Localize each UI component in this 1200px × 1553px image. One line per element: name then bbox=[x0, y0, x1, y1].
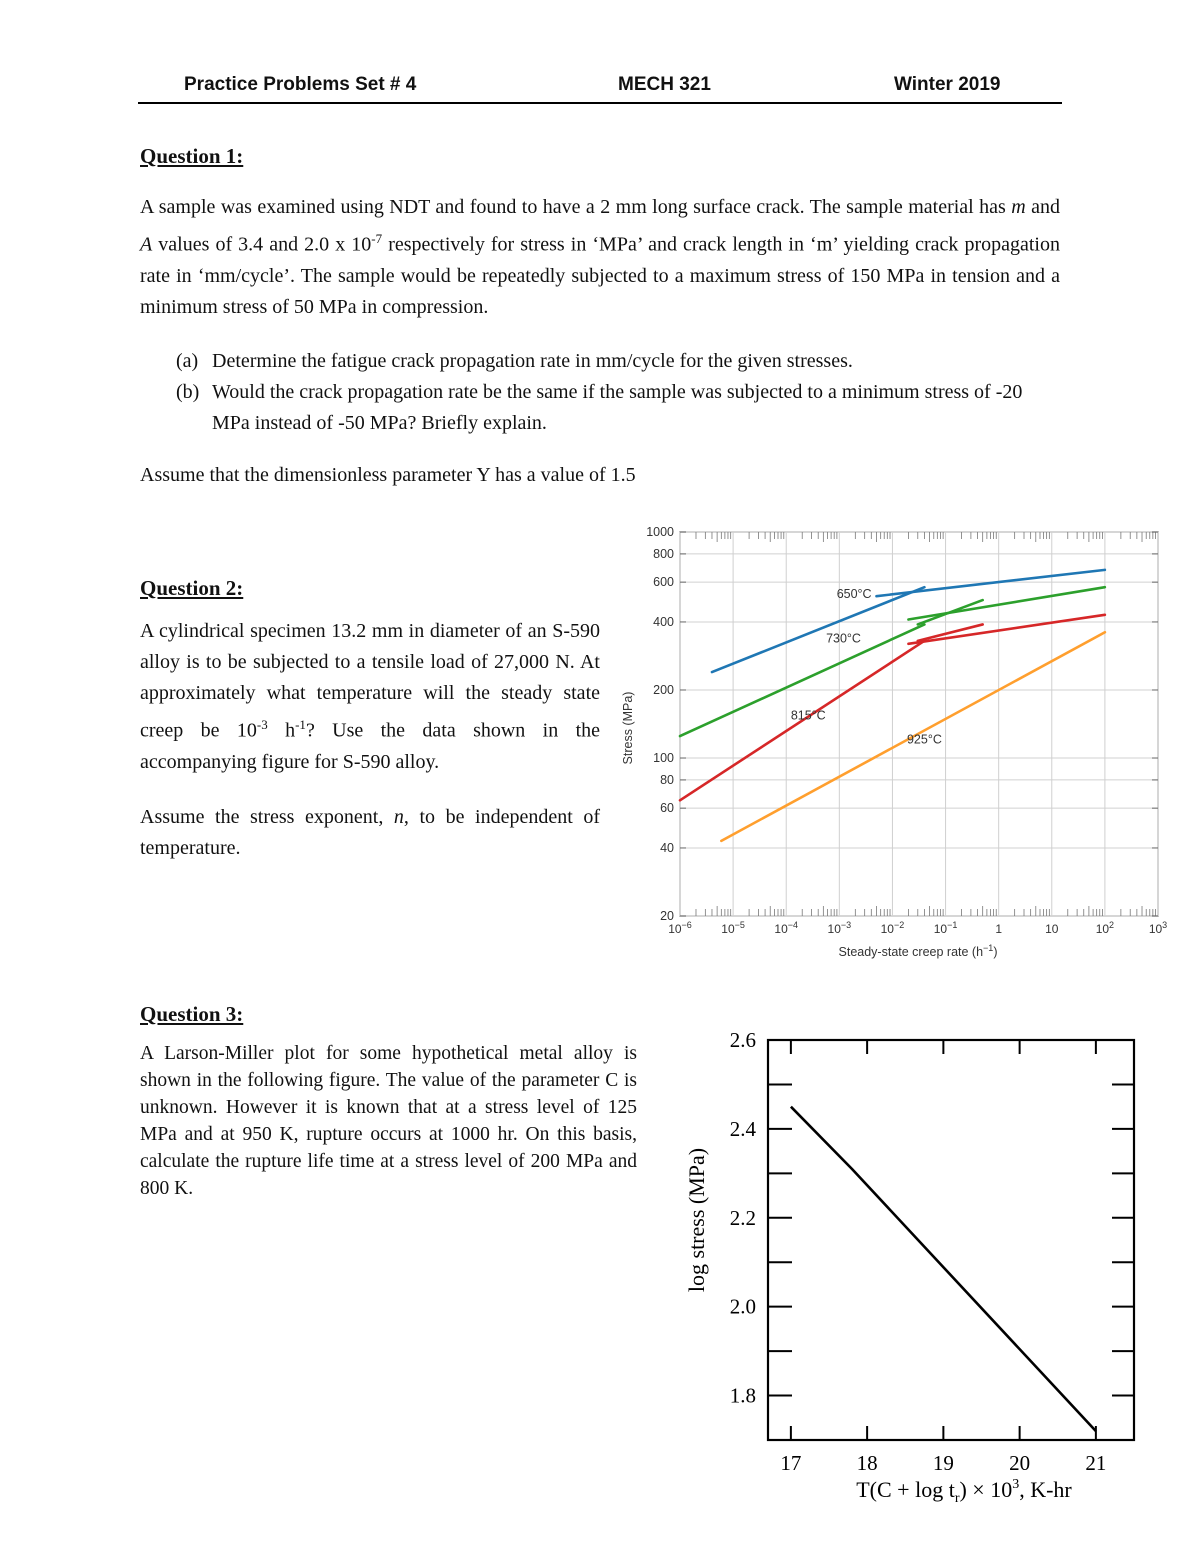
lm-chart-ticks bbox=[768, 1040, 1134, 1440]
lm-x-tick-label: 19 bbox=[932, 1451, 954, 1475]
creep-y-tick-label: 400 bbox=[653, 614, 674, 629]
creep-chart-x-tick-labels bbox=[668, 920, 1167, 936]
question-2-body: A cylindrical specimen 13.2 mm in diameter of an S-590 alloy is to be subjected to a tensile load of 27,000 N. At approximately what temperature will the steady state creep be $10^{-3}$ $h^{-1}$? Use the data shown in the accompanying figure for S-590 alloy. bbox=[140, 620, 601, 773]
question-1-part-b: (b) Would the crack propagation rate be the same if the sample was subjected to a minimum stress of -20 MPa instead of -50 MPa? Briefly explain. bbox=[176, 381, 1023, 434]
lm-x-tick-label: 17 bbox=[780, 1451, 802, 1475]
creep-x-tick-label: $10^{-6}$ bbox=[668, 920, 692, 936]
creep-chart-x-axis-label: Steady-state creep rate $(h^{-1})$ bbox=[838, 943, 998, 959]
lm-chart-series bbox=[791, 1107, 1096, 1431]
question-1-title: Question 1: bbox=[140, 144, 244, 168]
page-header bbox=[138, 72, 1062, 104]
creep-x-tick-label: $10^{-4}$ bbox=[774, 920, 799, 936]
creep-x-tick-label: $10^{-3}$ bbox=[827, 920, 852, 936]
header-course-code: MECH 321 bbox=[618, 74, 711, 95]
lm-chart-frame bbox=[768, 1040, 1134, 1440]
lm-y-tick-label: 2.6 bbox=[729, 1028, 756, 1052]
question-1-parts bbox=[176, 346, 1060, 439]
question-1-body: A sample was examined using NDT and found to have a 2 mm long surface crack. The sample material has m and A values of 3.4 and 2.0 x $10^{-7}$ respectively for stress in ‘MPa’ and crack length in ‘m’ yielding crack propagation rate in ‘mm/cycle’. The sample would be repeatedly subjected to a maximum stress of 150 MPa in tension and a minimum stress of 50 MPa in compression. bbox=[140, 196, 1061, 318]
creep-x-tick-label: $10^{-2}$ bbox=[880, 920, 905, 936]
question-1-assumption: Assume that the dimensionless parameter Y has a value of 1.5 bbox=[140, 464, 636, 486]
creep-y-tick-label: 40 bbox=[660, 840, 674, 855]
creep-x-tick-label: $10^{-5}$ bbox=[721, 920, 745, 936]
lm-chart-y-tick-labels bbox=[730, 1028, 757, 1408]
creep-chart-y-tick-labels bbox=[646, 525, 674, 923]
creep-y-tick-label: 60 bbox=[660, 801, 674, 816]
creep-rate-chart bbox=[608, 518, 1178, 968]
creep-series-label: 650°C bbox=[836, 587, 872, 602]
creep-x-tick-label: $10^3$ bbox=[1148, 920, 1168, 936]
lm-y-tick-label: 2.4 bbox=[729, 1116, 756, 1141]
question-3-body: A Larson-Miller plot for some hypothetical metal alloy is shown in the following figure. The value of the parameter C is unknown. However it is known that at a stress level of 125 MPa and at 950 K, rupture occurs at 1000 hr. On this basis, calculate the rupture life time at a stress level of 200 MPa and 800 K. bbox=[140, 1043, 637, 1199]
creep-y-tick-label: 200 bbox=[653, 682, 674, 697]
header-course-set: Practice Problems Set # 4 bbox=[184, 74, 417, 95]
creep-y-tick-label: 800 bbox=[653, 546, 674, 561]
creep-y-tick-label: 20 bbox=[660, 909, 674, 923]
lm-y-tick-label: 2.2 bbox=[729, 1205, 756, 1230]
creep-x-tick-label: 1 bbox=[995, 922, 1003, 936]
lm-chart-x-tick-labels bbox=[780, 1451, 1106, 1475]
creep-x-tick-label: $10^2$ bbox=[1095, 920, 1115, 936]
creep-chart-y-axis-label: Stress (MPa) bbox=[621, 691, 635, 765]
creep-y-tick-label: 100 bbox=[653, 751, 674, 766]
creep-x-tick-label: $10^{-1}$ bbox=[933, 920, 958, 936]
creep-series-label: 730°C bbox=[826, 631, 861, 646]
creep-series-label: 925°C bbox=[906, 732, 942, 747]
creep-y-tick-label: 1000 bbox=[646, 525, 674, 539]
lm-y-tick-label: 2.0 bbox=[729, 1294, 756, 1319]
question-2-assumption: Assume the stress exponent, n, to be independent of temperature. bbox=[140, 806, 601, 859]
question-3-title: Question 3: bbox=[140, 1002, 244, 1026]
creep-x-tick-label: 10 bbox=[1045, 922, 1059, 936]
lm-chart-x-axis-label: $T(C + \log t_r) \times 10^3$, K-hr bbox=[856, 1477, 1072, 1506]
lm-series-line bbox=[791, 1107, 1096, 1431]
header-term: Winter 2019 bbox=[894, 74, 1001, 95]
lm-y-tick-label: 1.8 bbox=[729, 1383, 756, 1408]
creep-series-label: 815°C bbox=[790, 708, 826, 723]
question-1-part-a: (a) Determine the fatigue crack propagation rate in mm/cycle for the given stresses. bbox=[176, 350, 853, 372]
lm-x-tick-label: 20 bbox=[1009, 1451, 1031, 1475]
larson-miller-chart bbox=[670, 1020, 1170, 1510]
creep-y-tick-label: 80 bbox=[660, 772, 674, 787]
lm-chart-y-axis-label: log stress (MPa) bbox=[684, 1147, 709, 1293]
lm-x-tick-label: 18 bbox=[856, 1451, 878, 1475]
question-2-title: Question 2: bbox=[140, 576, 244, 600]
lm-x-tick-label: 21 bbox=[1085, 1451, 1107, 1475]
creep-y-tick-label: 600 bbox=[653, 575, 674, 590]
